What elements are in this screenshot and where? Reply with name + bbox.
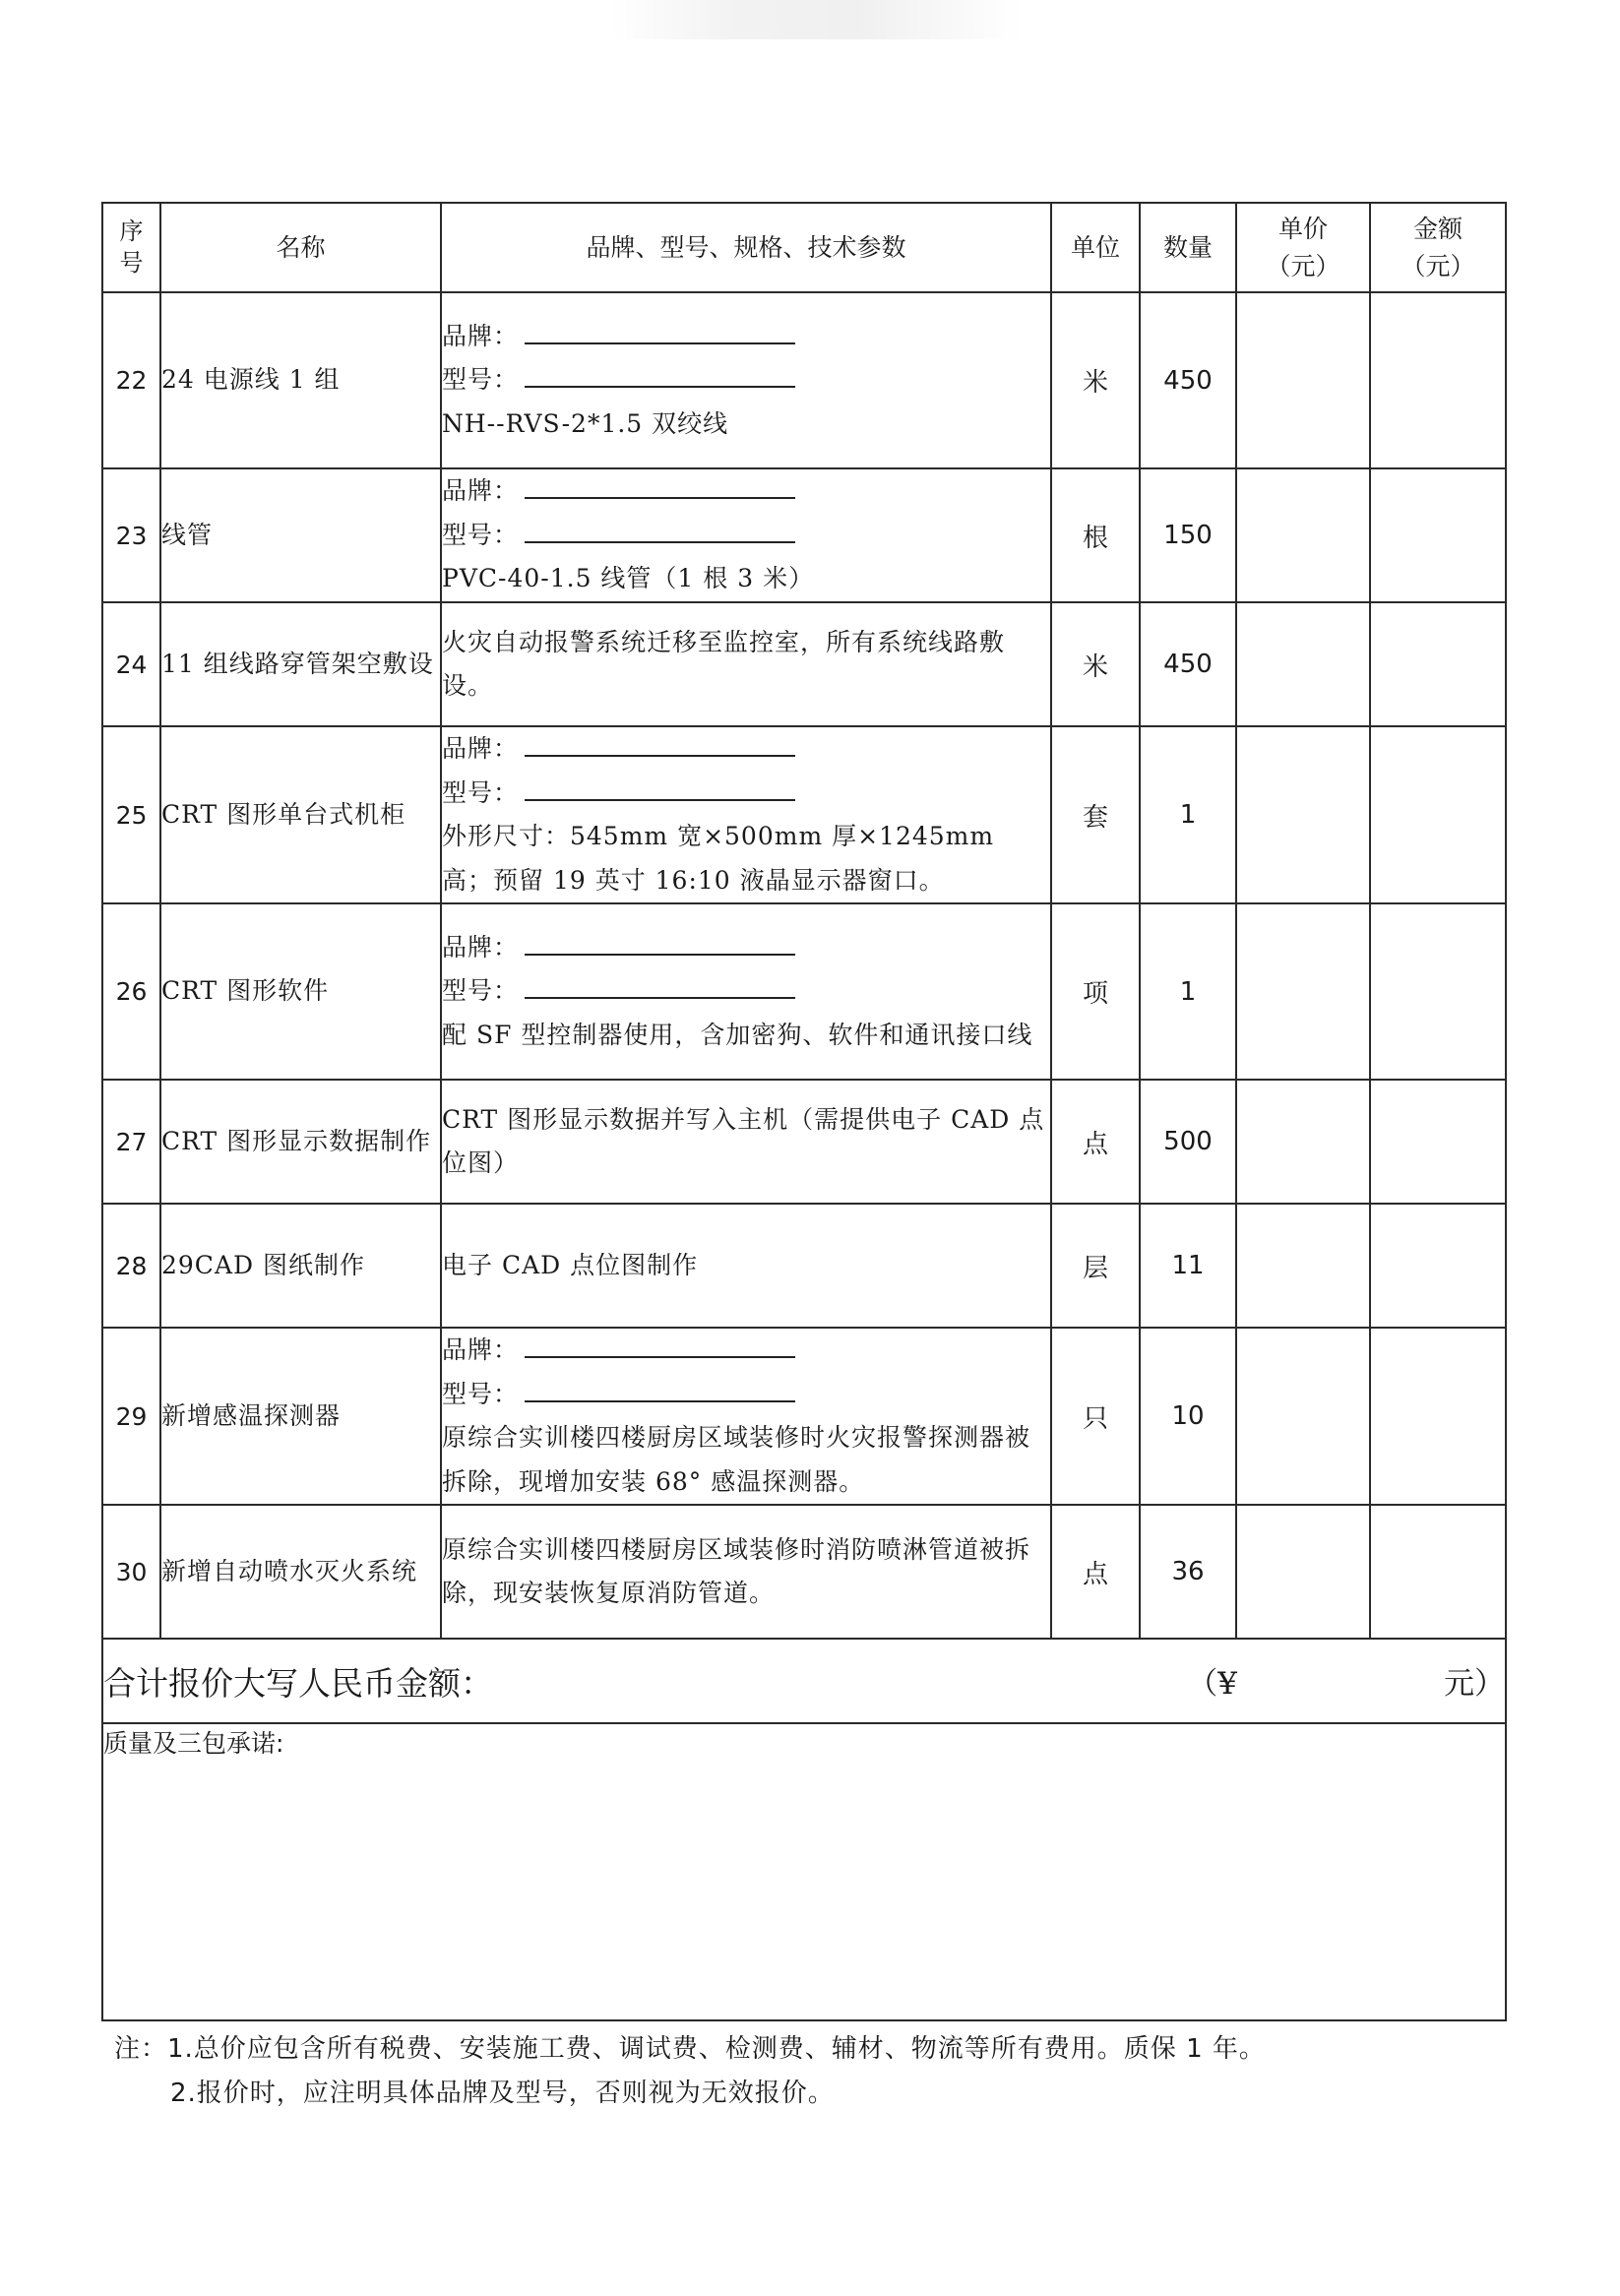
model-label: 型号：: [442, 520, 520, 549]
row-qty: 450: [1140, 602, 1236, 726]
amount-cell[interactable]: [1370, 1204, 1506, 1328]
header-amount: [1370, 203, 1506, 292]
table-row: [102, 1328, 1506, 1505]
brand-line: [442, 315, 1050, 359]
row-spec: [441, 903, 1051, 1080]
unit-price-cell[interactable]: [1236, 1505, 1370, 1639]
header-amount-unit: （元）: [1401, 251, 1475, 280]
row-spec: 电子 CAD 点位图制作: [441, 1204, 1051, 1328]
header-price-label: 单价: [1277, 215, 1328, 243]
header-row: [102, 203, 1506, 292]
table-row: [102, 1505, 1506, 1639]
row-name: 29CAD 图纸制作: [160, 1204, 441, 1328]
table-row: [102, 903, 1506, 1080]
row-unit: 点: [1051, 1505, 1140, 1639]
row-unit: 米: [1051, 602, 1140, 726]
brand-field[interactable]: [525, 735, 795, 757]
row-spec: 火灾自动报警系统迁移至监控室，所有系统线路敷设。: [441, 602, 1051, 726]
row-unit: 项: [1051, 903, 1140, 1080]
brand-field[interactable]: [525, 934, 795, 956]
amount-cell[interactable]: [1370, 726, 1506, 903]
row-qty: 150: [1140, 468, 1236, 602]
total-row: [102, 1639, 1506, 1723]
row-name: 新增自动喷水灭火系统: [160, 1505, 441, 1639]
row-desc: 外形尺寸：545mm 宽×500mm 厚×1245mm 高；预留 19 英寸 16:10 液晶显示器窗口。: [442, 822, 995, 895]
scan-artifact: [610, 0, 1024, 39]
row-qty: 36: [1140, 1505, 1236, 1639]
row-unit: 根: [1051, 468, 1140, 602]
row-unit: 只: [1051, 1328, 1140, 1505]
row-seq: 23: [102, 468, 160, 602]
model-field[interactable]: [525, 977, 795, 999]
row-desc: 配 SF 型控制器使用，含加密狗、软件和通讯接口线: [442, 1020, 1033, 1049]
unit-price-cell[interactable]: [1236, 726, 1370, 903]
model-line: [442, 969, 1050, 1014]
row-name: CRT 图形软件: [160, 903, 441, 1080]
total-close: 元）: [1444, 1665, 1505, 1702]
model-field[interactable]: [525, 1381, 795, 1402]
brand-label: 品牌：: [442, 932, 520, 962]
brand-field[interactable]: [525, 1336, 795, 1358]
row-name: 24 电源线 1 组: [160, 292, 441, 468]
brand-line: [442, 1329, 1050, 1373]
header-unit: 单位: [1051, 203, 1140, 292]
row-name: 线管: [160, 468, 441, 602]
brand-label: 品牌：: [442, 476, 520, 506]
row-unit: 米: [1051, 292, 1140, 468]
brand-field[interactable]: [525, 323, 795, 344]
row-unit: 层: [1051, 1204, 1140, 1328]
note-2: 2.报价时，应注明具体品牌及型号，否则视为无效报价。: [170, 2078, 835, 2108]
total-cell[interactable]: [102, 1639, 1506, 1723]
row-seq: 29: [102, 1328, 160, 1505]
note-1: 注：1.总价应包含所有税费、安装施工费、调试费、检测费、辅材、物流等所有费用。质保 1 年。: [114, 2034, 1266, 2064]
header-price: [1236, 203, 1370, 292]
unit-price-cell[interactable]: [1236, 1204, 1370, 1328]
model-label: 型号：: [442, 777, 520, 807]
row-seq: 28: [102, 1204, 160, 1328]
model-line: [442, 772, 1050, 816]
amount-cell[interactable]: [1370, 903, 1506, 1080]
header-name: 名称: [160, 203, 441, 292]
brand-label: 品牌：: [442, 734, 520, 763]
brand-field[interactable]: [525, 477, 795, 499]
notes: [114, 2027, 1266, 2115]
amount-cell[interactable]: [1370, 468, 1506, 602]
header-qty: 数量: [1140, 203, 1236, 292]
header-price-unit: （元）: [1266, 251, 1340, 280]
unit-price-cell[interactable]: [1236, 1080, 1370, 1204]
amount-cell[interactable]: [1370, 1080, 1506, 1204]
promise-cell[interactable]: [102, 1723, 1506, 2020]
amount-cell[interactable]: [1370, 292, 1506, 468]
row-seq: 25: [102, 726, 160, 903]
unit-price-cell[interactable]: [1236, 1328, 1370, 1505]
row-qty: 450: [1140, 292, 1236, 468]
row-seq: 27: [102, 1080, 160, 1204]
brand-label: 品牌：: [442, 1335, 520, 1364]
table-row: [102, 726, 1506, 903]
model-label: 型号：: [442, 976, 520, 1006]
quotation-table: [101, 202, 1507, 2021]
unit-price-cell[interactable]: [1236, 292, 1370, 468]
row-spec: [441, 1328, 1051, 1505]
model-label: 型号：: [442, 365, 520, 395]
row-spec: 原综合实训楼四楼厨房区域装修时消防喷淋管道被拆除，现安装恢复原消防管道。: [441, 1505, 1051, 1639]
model-field[interactable]: [525, 366, 795, 388]
row-unit: 点: [1051, 1080, 1140, 1204]
total-amount: [1187, 1658, 1505, 1703]
model-field[interactable]: [525, 779, 795, 801]
amount-cell[interactable]: [1370, 602, 1506, 726]
row-desc: PVC-40-1.5 线管（1 根 3 米）: [442, 564, 815, 593]
promise-row: [102, 1723, 1506, 2020]
row-spec: [441, 468, 1051, 602]
brand-line: [442, 926, 1050, 970]
row-name: 11 组线路穿管架空敷设: [160, 602, 441, 726]
row-unit: 套: [1051, 726, 1140, 903]
row-spec: CRT 图形显示数据并写入主机（需提供电子 CAD 点位图）: [441, 1080, 1051, 1204]
model-line: [442, 514, 1050, 558]
brand-label: 品牌：: [442, 321, 520, 350]
row-seq: 24: [102, 602, 160, 726]
amount-cell[interactable]: [1370, 1328, 1506, 1505]
total-open: （¥: [1187, 1665, 1237, 1702]
row-qty: 11: [1140, 1204, 1236, 1328]
unit-price-cell[interactable]: [1236, 468, 1370, 602]
row-name: 新增感温探测器: [160, 1328, 441, 1505]
total-label: 合计报价大写人民币金额：: [103, 1663, 493, 1703]
row-spec: [441, 292, 1051, 468]
unit-price-cell[interactable]: [1236, 602, 1370, 726]
row-seq: 30: [102, 1505, 160, 1639]
model-label: 型号：: [442, 1379, 520, 1408]
row-qty: 1: [1140, 726, 1236, 903]
brand-line: [442, 727, 1050, 772]
table-row: [102, 602, 1506, 726]
brand-line: [442, 469, 1050, 514]
table-row: [102, 468, 1506, 602]
row-desc: 原综合实训楼四楼厨房区域装修时火灾报警探测器被拆除，现增加安装 68° 感温探测器。: [442, 1423, 1031, 1496]
row-spec: [441, 726, 1051, 903]
row-qty: 500: [1140, 1080, 1236, 1204]
table-row: [102, 1204, 1506, 1328]
promise-label: 质量及三包承诺:: [103, 1729, 284, 1758]
model-line: [442, 1373, 1050, 1417]
unit-price-cell[interactable]: [1236, 903, 1370, 1080]
header-seq: 序号: [102, 203, 160, 292]
table-row: [102, 292, 1506, 468]
row-desc: NH--RVS-2*1.5 双绞线: [442, 408, 729, 438]
row-qty: 1: [1140, 903, 1236, 1080]
row-seq: 22: [102, 292, 160, 468]
row-name: CRT 图形单台式机柜: [160, 726, 441, 903]
row-name: CRT 图形显示数据制作: [160, 1080, 441, 1204]
amount-cell[interactable]: [1370, 1505, 1506, 1639]
header-spec: 品牌、型号、规格、技术参数: [441, 203, 1051, 292]
row-qty: 10: [1140, 1328, 1236, 1505]
model-field[interactable]: [525, 522, 795, 543]
row-seq: 26: [102, 903, 160, 1080]
header-amount-label: 金额: [1412, 215, 1463, 243]
model-line: [442, 358, 1050, 403]
table-row: [102, 1080, 1506, 1204]
